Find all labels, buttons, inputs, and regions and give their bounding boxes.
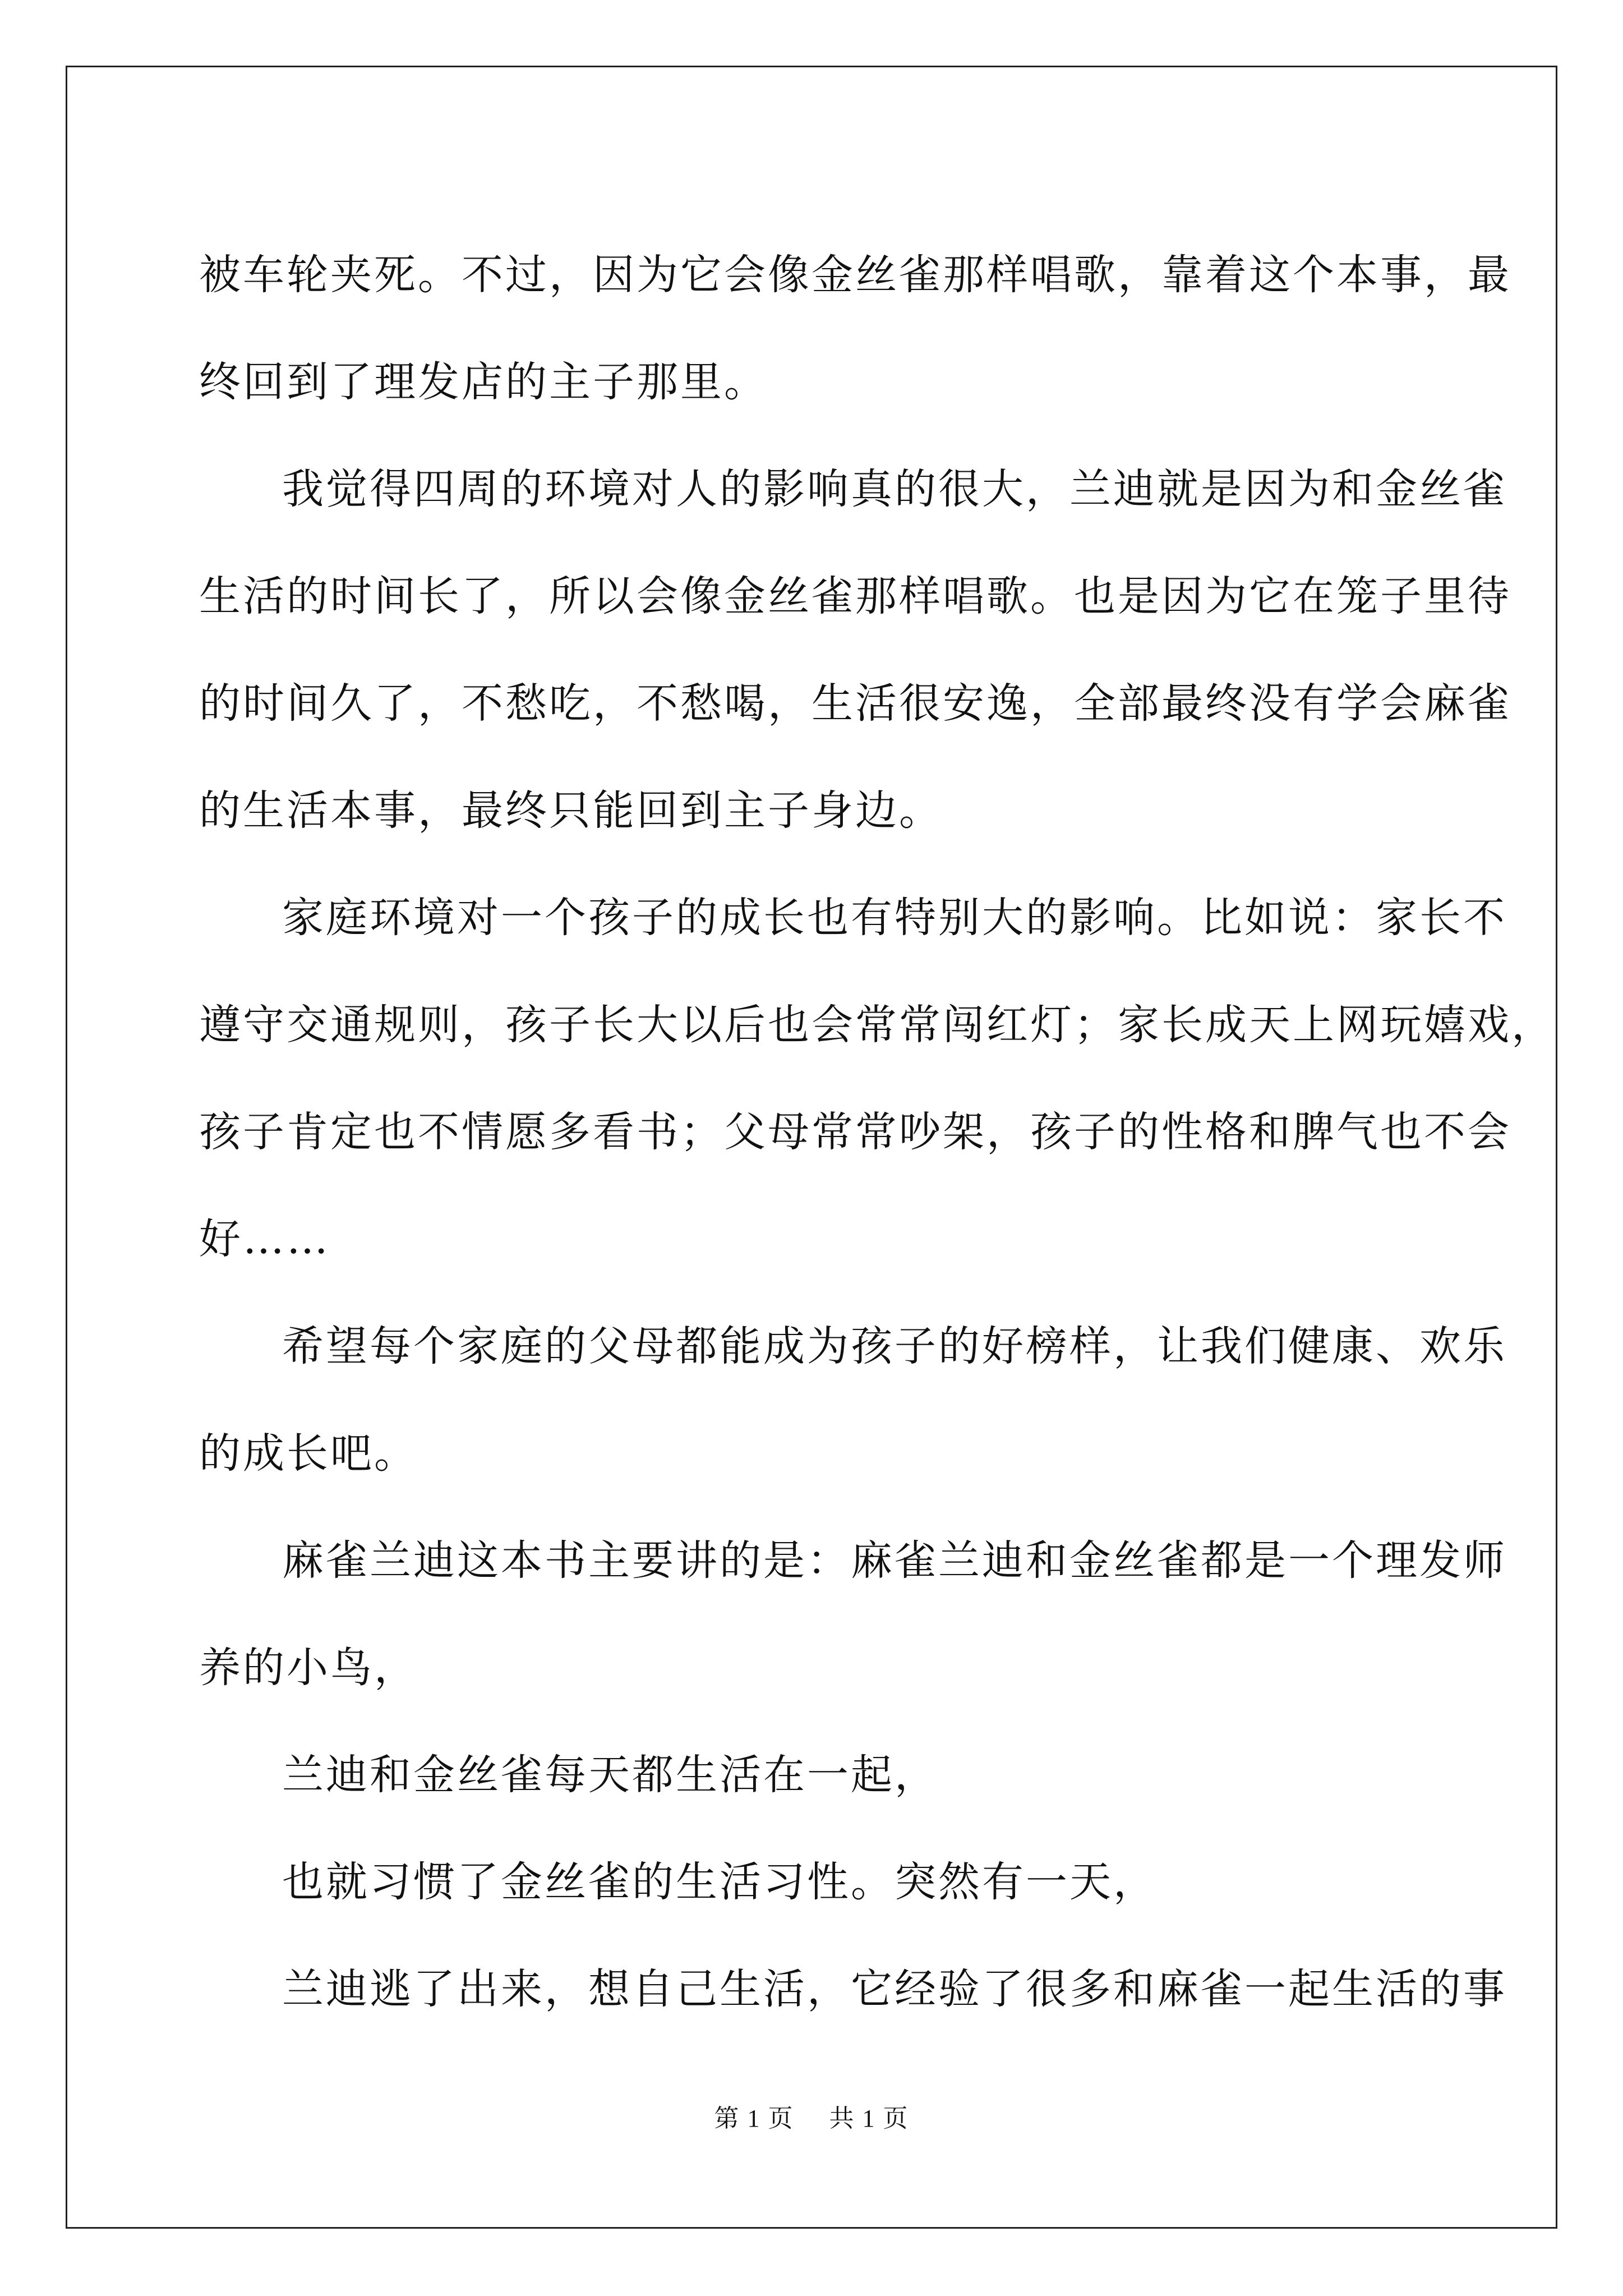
text-line: 的成长吧。 <box>199 1429 418 1478</box>
text-line: 麻雀兰迪这本书主要讲的是：麻雀兰迪和金丝雀都是一个理发师 <box>282 1536 1507 1585</box>
text-line: 兰迪和金丝雀每天都生活在一起， <box>282 1751 938 1799</box>
page-number: 第 1 页 <box>714 2105 794 2132</box>
page-footer <box>0 2098 1623 2134</box>
text-line: 终回到了理发店的主子那里。 <box>199 358 768 406</box>
text-line: 兰迪逃了出来，想自己生活，它经验了很多和麻雀一起生活的事 <box>282 1965 1507 2013</box>
document-body <box>199 222 1555 2043</box>
text-line: 希望每个家庭的父母都能成为孩子的好榜样，让我们健康、欢乐 <box>282 1322 1507 1370</box>
text-line: 也就习惯了金丝雀的生活习性。突然有一天， <box>282 1858 1157 1906</box>
text-line: 家庭环境对一个孩子的成长也有特别大的影响。比如说：家长不 <box>282 894 1507 942</box>
text-line: 遵守交通规则，孩子长大以后也会常常闯红灯；家长成天上网玩嬉戏， <box>199 1001 1555 1049</box>
text-line: 生活的时间长了，所以会像金丝雀那样唱歌。也是因为它在笼子里待 <box>199 572 1511 620</box>
text-line: 我觉得四周的环境对人的影响真的很大，兰迪就是因为和金丝雀 <box>282 465 1507 513</box>
text-line: 的时间久了，不愁吃，不愁喝，生活很安逸，全部最终没有学会麻雀 <box>199 679 1511 728</box>
text-line: 的生活本事，最终只能回到主子身边。 <box>199 786 943 835</box>
text-line: 养的小鸟， <box>199 1644 418 1692</box>
page-total: 共 1 页 <box>829 2105 909 2132</box>
text-line: 好…… <box>199 1215 330 1263</box>
text-line: 孩子肯定也不情愿多看书；父母常常吵架，孩子的性格和脾气也不会 <box>199 1108 1511 1156</box>
text-line: 被车轮夹死。不过，因为它会像金丝雀那样唱歌，靠着这个本事，最 <box>199 251 1511 299</box>
